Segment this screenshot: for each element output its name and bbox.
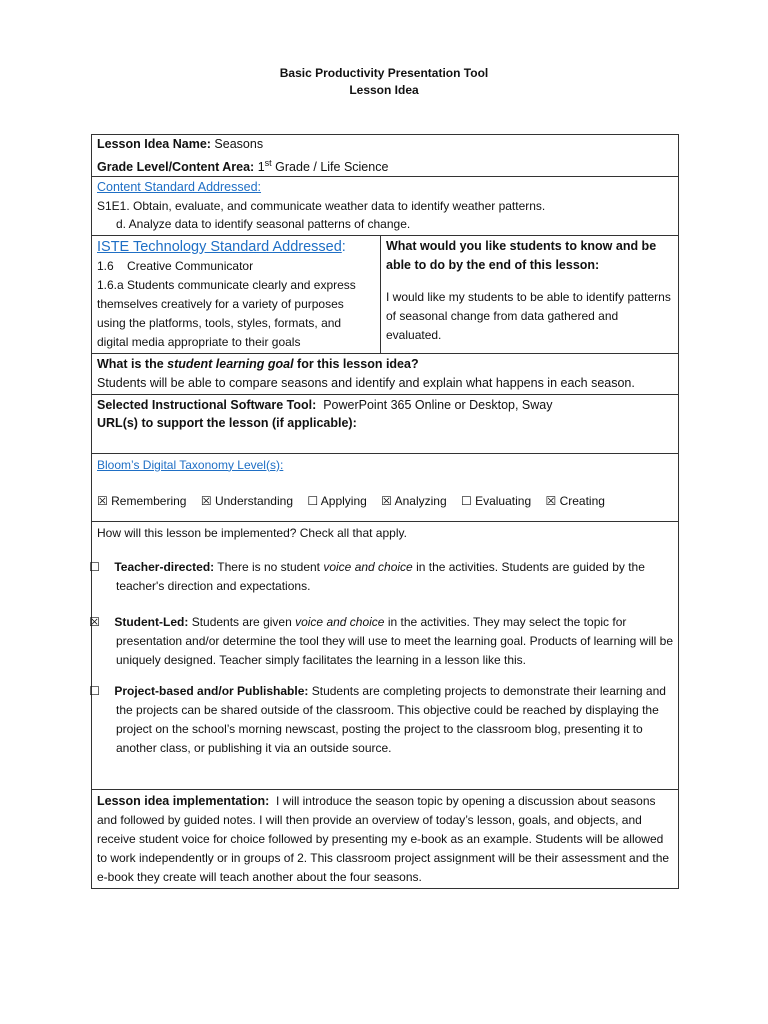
blooms-option-applying[interactable]: ☐ Applying (307, 494, 367, 509)
iste-cell (92, 235, 381, 353)
standards-row (92, 235, 679, 353)
option-project-based[interactable]: ☐ Project-based and/or Publishable: Students are completing projects to demonstrate their learning and the projects can be shared outside of the classroom. This objective could be reached by displaying the project on the school’s morning newscast, posting the project to the classroom blog, presenting it to another class, or publishing it via an outside source. (89, 683, 666, 755)
software-row (92, 394, 679, 453)
grade-suffix: st (264, 157, 272, 168)
software-line (97, 396, 673, 415)
lesson-header-row (92, 135, 679, 177)
blooms-option-analyzing[interactable]: ☒ Analyzing (381, 494, 447, 509)
iste-standard-description: 1.6.a Students communicate clearly and express themselves creatively for a variety of purposes using the platforms, tools, styles, formats, and digital media appropriate to their goals (97, 277, 356, 349)
lesson-name-value: Seasons (214, 137, 264, 151)
document-subtitle: Lesson Idea (349, 83, 419, 97)
blooms-option-creating[interactable]: ☒ Creating (545, 494, 605, 509)
grade-label: Grade Level/Content Area: (97, 159, 255, 174)
blooms-option-evaluating[interactable]: ☐ Evaluating (460, 494, 532, 509)
lesson-name-line (97, 135, 673, 154)
learning-goal-question: What is the student learning goal for this lesson idea? (97, 356, 419, 371)
document-title: Basic Productivity Presentation Tool (279, 66, 489, 80)
learning-goal-answer: Students will be able to compare seasons and identify and explain what happens in each season. (97, 375, 635, 390)
know-cell (381, 235, 679, 353)
know-answer: I would like my students to be able to identify patterns of seasonal change from data gathered and evaluated. (386, 289, 671, 342)
implementation-row (92, 521, 679, 789)
grade-number: 1 (257, 159, 265, 174)
know-question: What would you like students to know and be able to do by the end of this lesson: (386, 238, 657, 273)
content-standard-line1: S1E1. Obtain, evaluate, and communicate weather data to identify weather patterns. (97, 198, 546, 213)
lesson-implementation-row (92, 789, 679, 888)
url-label: URL(s) to support the lesson (if applicable): (97, 416, 357, 431)
implementation-prompt: How will this lesson be implemented? Check all that apply. (97, 525, 407, 540)
iste-standard-title: 1.6 Creative Communicator (97, 258, 254, 273)
learning-goal-row (92, 353, 679, 394)
grade-value: Grade / Life Science (275, 159, 389, 174)
lesson-implementation-label: Lesson idea implementation: (97, 793, 270, 808)
content-standard-heading: Content Standard Addressed: (97, 180, 262, 195)
software-value: PowerPoint 365 Online or Desktop, Sway (323, 397, 553, 412)
blooms-heading: Bloom’s Digital Taxonomy Level(s): (97, 457, 284, 472)
content-standard-row (92, 177, 679, 236)
iste-heading: ISTE Technology Standard Addressed: (97, 238, 346, 255)
blooms-row (92, 453, 679, 521)
lesson-implementation-text: I will introduce the season topic by opening a discussion about seasons and followed by guided notes. I will then provide an overview of today’s lesson, goals, and objects, and receive student voice for choice followed by presenting my e-book as an example. Students will be allowed to work independently or in groups of 2. This classroom project assignment will be their assessment and the e-book they create will teach another about the four seasons. (97, 793, 670, 884)
lesson-name-label: Lesson Idea Name: (97, 137, 211, 151)
software-label: Selected Instructional Software Tool: (97, 397, 317, 412)
lesson-form-table (91, 134, 679, 889)
content-standard-line2: d. Analyze data to identify seasonal patterns of change. (116, 217, 411, 232)
blooms-option-understanding[interactable]: ☒ Understanding (200, 494, 293, 509)
blooms-option-remembering[interactable]: ☒ Remembering (97, 494, 187, 509)
option-student-led[interactable]: ☒ Student-Led: Students are given voice and choice in the activities. They may select the topic for presentation and/or determine the tool they will use to meet the learning goal. Products of learning will be uniquely designed. Teacher simply facilitates the learning in a lesson like this. (89, 614, 673, 667)
grade-line (97, 154, 673, 177)
blooms-options (97, 492, 673, 511)
option-teacher-directed[interactable]: ☐ Teacher-directed: There is no student voice and choice in the activities. Students are guided by the teacher's direction and expectations. (89, 559, 645, 593)
